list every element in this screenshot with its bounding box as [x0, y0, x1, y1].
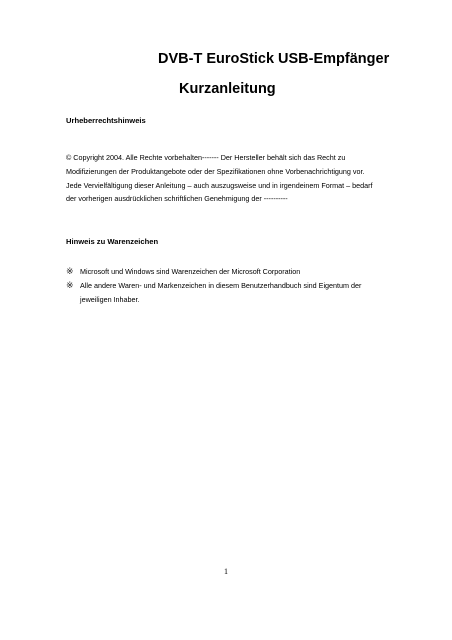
copyright-heading: Urheberrechtshinweis	[66, 116, 146, 125]
document-title: DVB-T EuroStick USB-Empfänger	[158, 51, 390, 67]
list-item	[66, 265, 406, 279]
copyright-paragraph	[66, 151, 406, 206]
list-item-text: Microsoft und Windows sind Warenzeichen der Microsoft Corporation	[80, 267, 301, 276]
copyright-line: Modifizierungen der Produktangebote oder der Spezifikationen ohne Vorbenachrichtigung vor.	[66, 166, 365, 176]
copyright-line: © Copyright 2004. Alle Rechte vorbehalten------- Der Hersteller behält sich das Recht zu	[66, 153, 346, 162]
list-item	[66, 279, 406, 307]
copyright-line: Jede Vervielfältigung dieser Anleitung – auch auszugsweise und in irgendeinem Format – bedarf	[66, 180, 373, 190]
copyright-line: der vorherigen ausdrücklichen schriftlichen Genehmigung der ----------	[66, 194, 288, 204]
trademark-heading: Hinweis zu Warenzeichen	[66, 237, 159, 246]
list-item-text: jeweiligen Inhaber.	[80, 294, 140, 304]
trademark-list	[66, 265, 406, 306]
page-number: 1	[224, 567, 228, 576]
reference-mark-icon: ※	[66, 279, 74, 290]
list-item-text: Alle andere Waren- und Markenzeichen in diesem Benutzerhandbuch sind Eigentum der	[80, 280, 362, 290]
reference-mark-icon: ※	[66, 266, 74, 276]
document-subtitle: Kurzanleitung	[179, 81, 276, 97]
